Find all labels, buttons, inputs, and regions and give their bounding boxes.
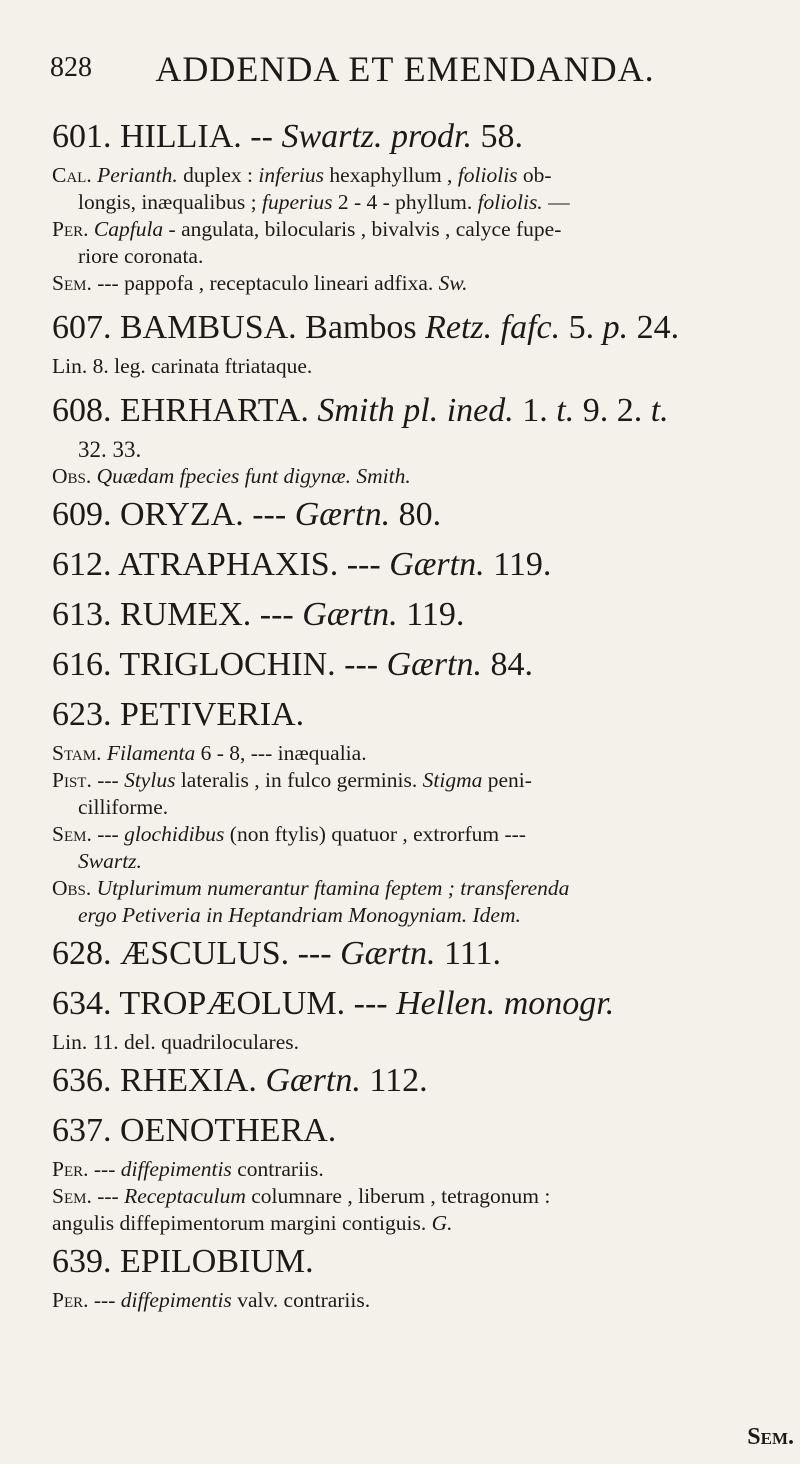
entry-607-heading: 607. BAMBUSA. Bambos Retz. fafc. 5. p. 24. (52, 309, 680, 346)
entry-623-stamens: Stam. Filamenta 6 - 8, --- inæqualia. (52, 741, 367, 765)
entry-637-pericarp: Per. --- diffepimentis contrariis. (52, 1157, 324, 1181)
entry-601-calyx: Cal. Perianth. duplex : inferius hexaphyllum , foliolis ob- (52, 163, 552, 187)
entry-623-heading: 623. PETIVERIA. (52, 696, 305, 733)
entry-612-heading: 612. ATRAPHAXIS. --- Gærtn. 119. (52, 546, 552, 583)
entry-623-observation: Obs. Utplurimum numerantur ftamina feptem ; transferenda (52, 876, 570, 900)
entry-609-heading: 609. ORYZA. --- Gærtn. 80. (52, 496, 442, 533)
entry-639-pericarp: Per. --- diffepimentis valv. contrariis. (52, 1288, 371, 1312)
entry-639-heading: 639. EPILOBIUM. (52, 1243, 314, 1280)
page-number: 828 (50, 52, 92, 83)
entry-608-ref-cont: 32. 33. (78, 437, 142, 462)
entry-637-semen-cont: angulis diffepimentorum margini contiguis. G. (52, 1211, 453, 1235)
entry-623-semen: Sem. --- glochidibus (non ftylis) quatuor , extrorfum --- (52, 822, 526, 846)
catchword: Sem. (747, 1424, 794, 1450)
entry-623-pistil-cont: cilliforme. (78, 795, 169, 819)
entry-623-semen-cont: Swartz. (78, 849, 142, 873)
entry-628-heading: 628. ÆSCULUS. --- Gærtn. 111. (52, 935, 501, 972)
entry-637-heading: 637. OENOTHERA. (52, 1112, 337, 1149)
entry-623-observation-cont: ergo Petiveria in Heptandriam Monogyniam. Idem. (78, 903, 521, 927)
entry-601-pericarp-cont: riore coronata. (78, 244, 204, 268)
entry-608-heading: 608. EHRHARTA. Smith pl. ined. 1. t. 9. 2. t. (52, 392, 669, 429)
entry-634-heading: 634. TROPÆOLUM. --- Hellen. monogr. (52, 985, 615, 1022)
entry-607-linnaeus: Lin. 8. leg. carinata ftriataque. (52, 354, 313, 378)
entry-601-heading: 601. HILLIA. -- Swartz. prodr. 58. (52, 118, 523, 155)
entry-637-semen: Sem. --- Receptaculum columnare , liberum , tetragonum : (52, 1184, 551, 1208)
entry-613-heading: 613. RUMEX. --- Gærtn. 119. (52, 596, 465, 633)
entry-601-pericarp: Per. Capfula - angulata, bilocularis , bivalvis , calyce fupe- (52, 217, 562, 241)
entry-616-heading: 616. TRIGLOCHIN. --- Gærtn. 84. (52, 646, 534, 683)
running-title: ADDENDA ET EMENDANDA. (155, 49, 655, 89)
entry-601-semen: Sem. --- pappofa , receptaculo lineari adfixa. Sw. (52, 271, 468, 295)
page-body (52, 112, 764, 1314)
entry-623-pistil: Pist. --- Stylus lateralis , in fulco germinis. Stigma peni- (52, 768, 532, 792)
entry-636-heading: 636. RHEXIA. Gærtn. 112. (52, 1062, 428, 1099)
entry-634-linnaeus: Lin. 11. del. quadriloculares. (52, 1030, 299, 1054)
entry-601-calyx-cont: longis, inæqualibus ; fuperius 2 - 4 - phyllum. foliolis. — (78, 190, 570, 214)
page-header (50, 44, 760, 94)
entry-608-observation: Obs. Quædam fpecies funt digynæ. Smith. (52, 464, 411, 488)
